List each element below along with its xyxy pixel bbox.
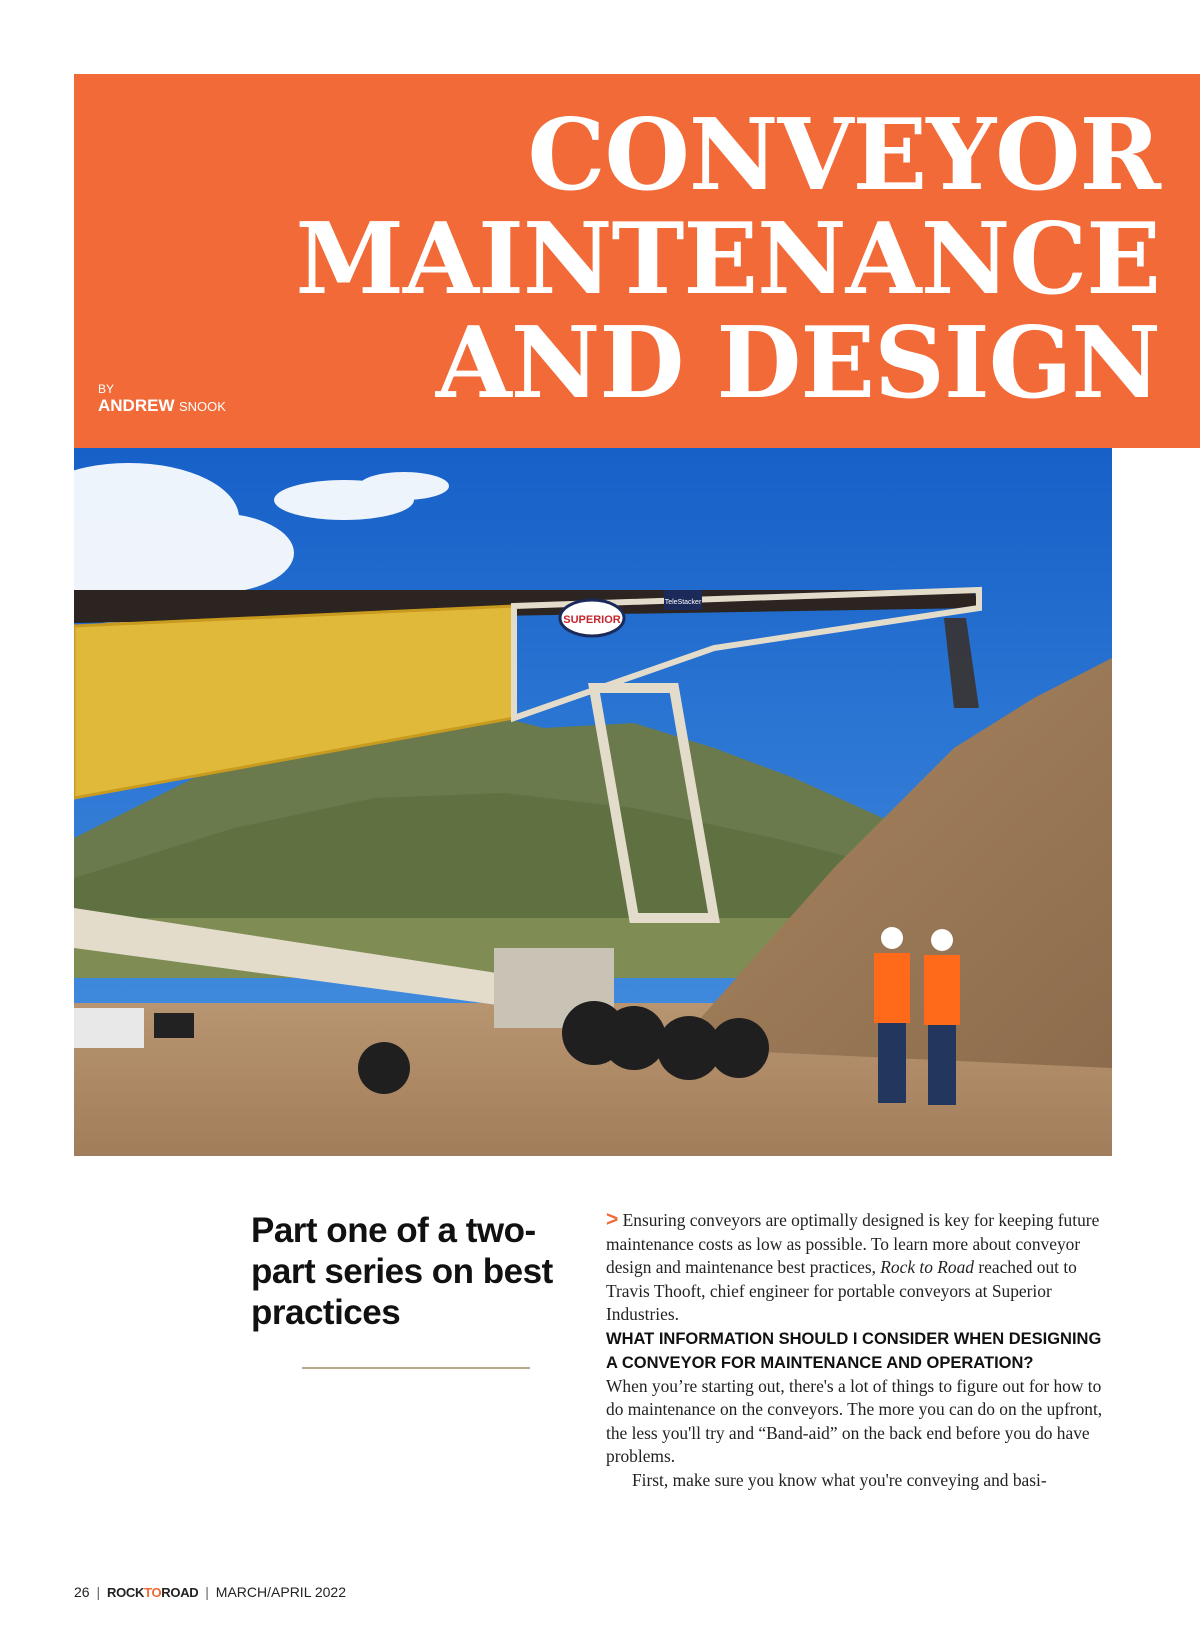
worker-right: [924, 929, 960, 1105]
title-banner: [74, 74, 1200, 448]
page-footer: [74, 1584, 346, 1600]
magazine-logo-part-2: TO: [144, 1585, 162, 1600]
title-line-1: CONVEYOR: [527, 98, 1160, 213]
article-subtitle: Part one of a two-part series on best practices: [251, 1211, 553, 1332]
sign-superior: [560, 600, 624, 636]
title-line-2: MAINTENANCE: [295, 202, 1160, 317]
magazine-logo-part-3: ROAD: [161, 1585, 199, 1600]
magazine-logo-part-1: ROCK: [107, 1585, 145, 1600]
hero-photo: [74, 448, 1112, 1156]
question-heading: WHAT INFORMATION SHOULD I CONSIDER WHEN DESIGNING A CONVEYOR FOR MAINTENANCE AND OPERATION?: [606, 1329, 1102, 1372]
intro-text-1: Ensuring conveyors are optimally designed is key for keeping future maintenance costs as low as possible. To learn more about conveyor design and maintenance best practices,: [606, 1210, 1100, 1277]
article-column: [606, 1208, 1106, 1492]
sign-telestacker-text: TeleStacker: [664, 599, 702, 606]
page-number: 26: [74, 1584, 90, 1600]
worker-left: [874, 927, 910, 1103]
sign-superior-text: SUPERIOR: [563, 614, 621, 626]
answer-paragraph-2: First, make sure you know what you're conveying and basi-: [632, 1469, 1047, 1490]
footer-separator-2: |: [205, 1584, 209, 1600]
article-title: [295, 98, 1160, 421]
intro-text-2: reached out to Travis Thooft, chief engineer for portable conveyors at Superior Industries.: [606, 1257, 1077, 1324]
subtitle-divider: [302, 1367, 530, 1369]
answer-paragraph-1: When you’re starting out, there's a lot of things to figure out for how to do maintenance on the conveyors. The more you can do on the upfront, the less you'll try and “Band-aid” on the back end before you do have problems.: [606, 1375, 1103, 1466]
sign-telestacker: [664, 590, 702, 610]
conveyor-scene-illustration: [74, 448, 1112, 1156]
byline-prefix: BY: [98, 382, 115, 396]
author-first-name: ANDREW: [98, 396, 175, 415]
footer-separator: |: [96, 1584, 101, 1600]
publication-name: Rock to Road: [880, 1257, 974, 1277]
intro-marker: >: [606, 1208, 619, 1231]
intro-paragraph: [606, 1208, 1106, 1327]
magazine-logo: [107, 1585, 198, 1600]
byline: [98, 382, 226, 416]
author-last-name: SNOOK: [178, 399, 226, 414]
title-line-3: AND DESIGN: [435, 306, 1160, 421]
issue-date: MARCH/APRIL 2022: [215, 1584, 346, 1600]
